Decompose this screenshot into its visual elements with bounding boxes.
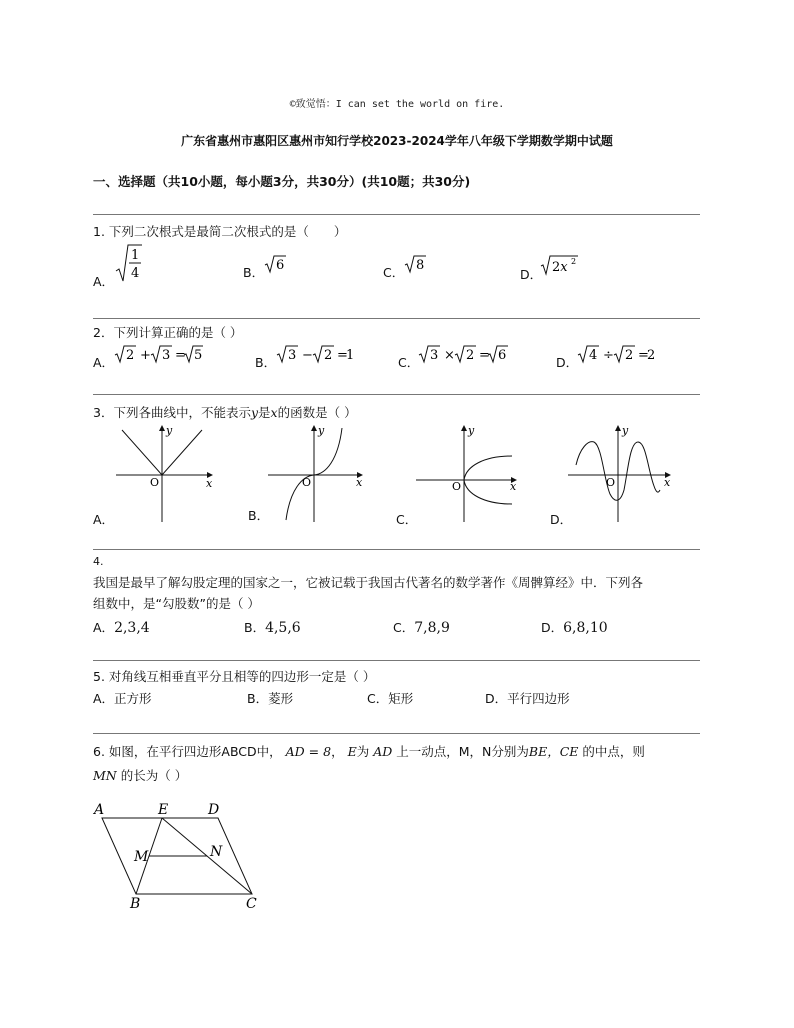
q2-option-b-math — [276, 343, 355, 367]
svg-text:C: C — [246, 896, 257, 912]
svg-text:2: 2 — [647, 348, 656, 363]
q2-stem: 2．下列计算正确的是（ ） — [93, 325, 243, 340]
q5-option-b[interactable]: B．菱形 — [247, 691, 294, 706]
q3-graph-c — [414, 420, 524, 524]
svg-text:−: − — [302, 348, 313, 363]
divider — [93, 394, 700, 395]
q1-b-radicand: 6 — [276, 258, 285, 273]
svg-text:2: 2 — [466, 348, 475, 363]
q1-option-a-label[interactable]: A． — [93, 274, 115, 289]
divider — [93, 660, 700, 661]
q1-option-d-label[interactable]: D． — [520, 267, 543, 282]
svg-text:E: E — [158, 802, 169, 818]
svg-text:D: D — [208, 802, 220, 818]
svg-text:O: O — [452, 480, 462, 493]
q2-option-b-label[interactable]: B． — [255, 355, 277, 370]
svg-text:÷: ÷ — [603, 348, 614, 363]
q4-option-d[interactable]: D．6,8,10 — [541, 620, 608, 636]
q1-a-denominator: 4 — [131, 266, 140, 281]
q3-graph-a — [112, 420, 222, 524]
svg-text:1: 1 — [346, 348, 355, 363]
watermark: ©致觉悟：I can set the world on fire. — [289, 99, 505, 110]
svg-text:3: 3 — [288, 348, 297, 363]
svg-text:y: y — [166, 424, 173, 437]
divider — [93, 214, 700, 215]
svg-text:M: M — [134, 849, 149, 865]
svg-text:+: + — [140, 348, 151, 363]
q3-graph-b — [266, 420, 370, 524]
q2-option-a-math — [114, 343, 204, 367]
svg-text:N: N — [210, 844, 223, 860]
page-title: 广东省惠州市惠阳区惠州市知行学校2023-2024学年八年级下学期数学期中试题 — [181, 134, 613, 148]
q4-number: 4. — [93, 555, 104, 568]
divider — [93, 549, 700, 550]
svg-text:y: y — [622, 424, 629, 437]
q3-option-d-label[interactable]: D． — [550, 512, 573, 527]
svg-text:3: 3 — [430, 348, 439, 363]
q2-option-a-label[interactable]: A． — [93, 355, 115, 370]
q2-option-c-label[interactable]: C． — [398, 355, 420, 370]
q1-d-exponent: 2 — [571, 257, 577, 266]
svg-text:6: 6 — [498, 348, 507, 363]
q3-option-a-label[interactable]: A． — [93, 512, 115, 527]
q3-stem: 3．下列各曲线中，不能表示y是x的函数是（ ） — [93, 405, 357, 420]
svg-text:x: x — [664, 476, 671, 489]
svg-text:x: x — [510, 480, 517, 493]
q5-option-c[interactable]: C．矩形 — [367, 691, 414, 706]
q4-option-b[interactable]: B．4,5,6 — [244, 620, 301, 636]
svg-text:=: = — [337, 348, 348, 363]
q4-option-a[interactable]: A．2,3,4 — [93, 620, 150, 636]
q4-option-c[interactable]: C．7,8,9 — [393, 620, 450, 636]
q4-stem-line2: 组数中，是“勾股数”的是（ ） — [93, 596, 260, 611]
svg-text:2: 2 — [126, 348, 135, 363]
q3-graph-d — [566, 420, 676, 524]
q2-option-d-label[interactable]: D． — [556, 355, 579, 370]
q1-option-d-math — [540, 253, 580, 277]
q5-stem: 5. 对角线互相垂直平分且相等的四边形一定是（ ） — [93, 669, 376, 684]
svg-text:x: x — [206, 477, 213, 490]
q1-option-b-label[interactable]: B． — [243, 265, 265, 280]
q1-a-numerator: 1 — [131, 248, 140, 263]
q1-stem: 1. 下列二次根式是最简二次根式的是（ ） — [93, 224, 347, 239]
svg-text:=: = — [479, 348, 490, 363]
q2-option-d-math — [577, 343, 657, 367]
svg-text:2: 2 — [324, 348, 333, 363]
svg-text:×: × — [444, 348, 455, 363]
q5-option-a[interactable]: A．正方形 — [93, 691, 152, 706]
svg-text:5: 5 — [194, 348, 203, 363]
q1-c-radicand: 8 — [416, 258, 425, 273]
q1-option-a-math — [114, 243, 144, 285]
svg-text:O: O — [150, 476, 160, 489]
divider — [93, 733, 700, 734]
svg-text:2: 2 — [625, 348, 634, 363]
q3-option-b-label[interactable]: B． — [248, 508, 270, 523]
q1-option-c-math — [404, 253, 428, 275]
q5-option-d[interactable]: D．平行四边形 — [485, 691, 570, 706]
svg-text:=: = — [638, 348, 649, 363]
svg-text:O: O — [302, 476, 312, 489]
q4-stem-line1: 我国是最早了解勾股定理的国家之一，它被记载于我国古代著名的数学著作《周髀算经》中．下列各 — [93, 575, 644, 590]
svg-text:A: A — [94, 802, 105, 818]
q6-stem-line2: MN 的长为（ ） — [93, 768, 188, 783]
svg-text:3: 3 — [162, 348, 171, 363]
svg-text:=: = — [175, 348, 186, 363]
q3-option-c-label[interactable]: C． — [396, 512, 418, 527]
q2-option-c-math — [418, 343, 510, 367]
q1-option-c-label[interactable]: C． — [383, 265, 405, 280]
svg-text:y: y — [318, 424, 325, 437]
svg-text:x: x — [356, 476, 363, 489]
q1-option-b-math — [264, 253, 288, 275]
q6-stem-line1: 6. 如图，在平行四边形ABCD中， AD = 8， E为 AD 上一动点，M，N分别为BE，CE 的中点，则 — [93, 744, 645, 759]
svg-text:y: y — [468, 424, 475, 437]
section-heading: 一、选择题（共10小题，每小题3分，共30分）(共10题；共30分) — [93, 174, 471, 189]
svg-text:B: B — [130, 896, 141, 912]
q6-parallelogram-figure — [88, 798, 268, 913]
divider — [93, 318, 700, 319]
svg-text:4: 4 — [589, 348, 598, 363]
q1-d-radicand: 2x — [552, 260, 568, 275]
svg-text:O: O — [606, 476, 616, 489]
